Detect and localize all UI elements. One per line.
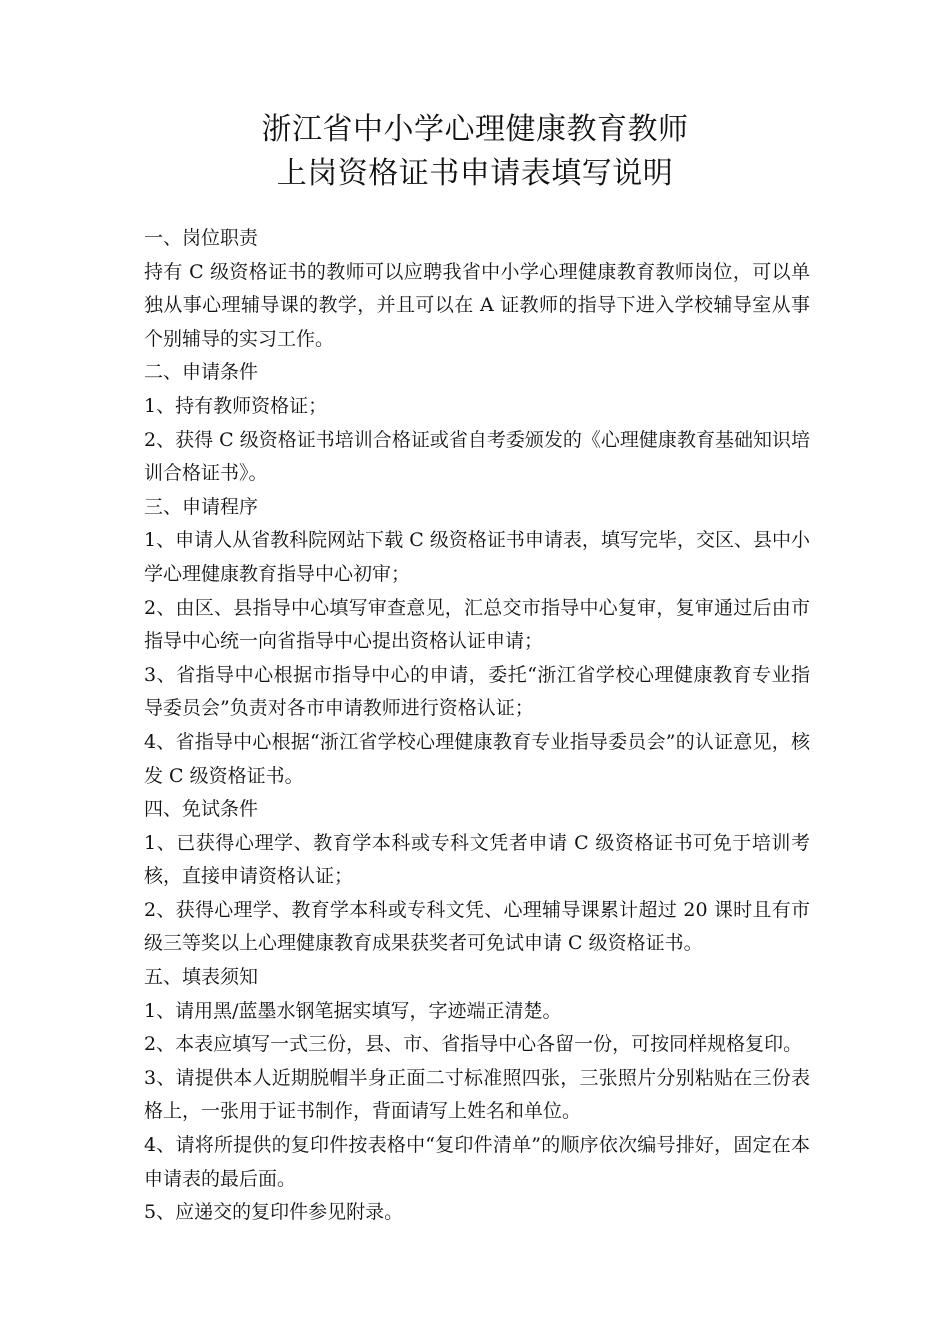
procedure-item-2: 2、由区、县指导中心填写审查意见，汇总交市指导中心复审，复审通过后由市指导中心统一向省指导中心提出资格认证申请；	[144, 596, 810, 653]
document-body	[144, 222, 810, 1230]
document-title	[0, 108, 950, 196]
section-heading-instructions: 五、填表须知	[144, 966, 259, 989]
requirement-item-2: 2、获得 C 级资格证书培训合格证或省自考委颁发的《心理健康教育基础知识培训合格证书》。	[144, 428, 810, 485]
instruction-item-4: 4、请将所提供的复印件按表格中“复印件清单”的顺序依次编号排好，固定在本申请表的最后面。	[144, 1134, 810, 1190]
instruction-item-1: 1、请用黑/蓝墨水钢笔据实填写，字迹端正清楚。	[144, 999, 562, 1022]
section-heading-requirements: 二、申请条件	[144, 361, 259, 384]
section-heading-exemption: 四、免试条件	[144, 798, 259, 821]
title-line-1: 浙江省中小学心理健康教育教师	[261, 112, 689, 147]
procedure-item-4: 4、省指导中心根据“浙江省学校心理健康教育专业指导委员会”的认证意见，核发 C 级资格证书。	[144, 730, 810, 787]
requirement-item-1: 1、持有教师资格证；	[144, 394, 328, 417]
section-heading-duties: 一、岗位职责	[144, 227, 259, 249]
duties-paragraph: 持有 C 级资格证书的教师可以应聘我省中小学心理健康教育教师岗位，可以单独从事心理辅导课的教学，并且可以在 A 证教师的指导下进入学校辅导室从事个别辅导的实习工作。	[144, 260, 810, 350]
exemption-item-2: 2、获得心理学、教育学本科或专科文凭、心理辅导课累计超过 20 课时且有市级三等奖以上心理健康教育成果获奖者可免试申请 C 级资格证书。	[144, 898, 810, 955]
instruction-item-2: 2、本表应填写一式三份，县、市、省指导中心各留一份，可按同样规格复印。	[144, 1033, 803, 1056]
instruction-item-5: 5、应递交的复印件参见附录。	[144, 1201, 404, 1224]
exemption-item-1: 1、已获得心理学、教育学本科或专科文凭者申请 C 级资格证书可免于培训考核，直接申请资格认证；	[144, 831, 810, 888]
instruction-item-3: 3、请提供本人近期脱帽半身正面二寸标准照四张，三张照片分别粘贴在三份表格上，一张用于证书制作，背面请写上姓名和单位。	[144, 1066, 810, 1123]
section-heading-procedure: 三、申请程序	[144, 495, 259, 518]
title-line-2: 上岗资格证书申请表填写说明	[276, 156, 674, 191]
procedure-item-1: 1、申请人从省教科院网站下载 C 级资格证书申请表，填写完毕，交区、县中小学心理健康教育指导中心初审；	[144, 529, 810, 585]
procedure-item-3: 3、省指导中心根据市指导中心的申请，委托“浙江省学校心理健康教育专业指导委员会”负责对各市申请教师进行资格认证；	[144, 663, 810, 720]
